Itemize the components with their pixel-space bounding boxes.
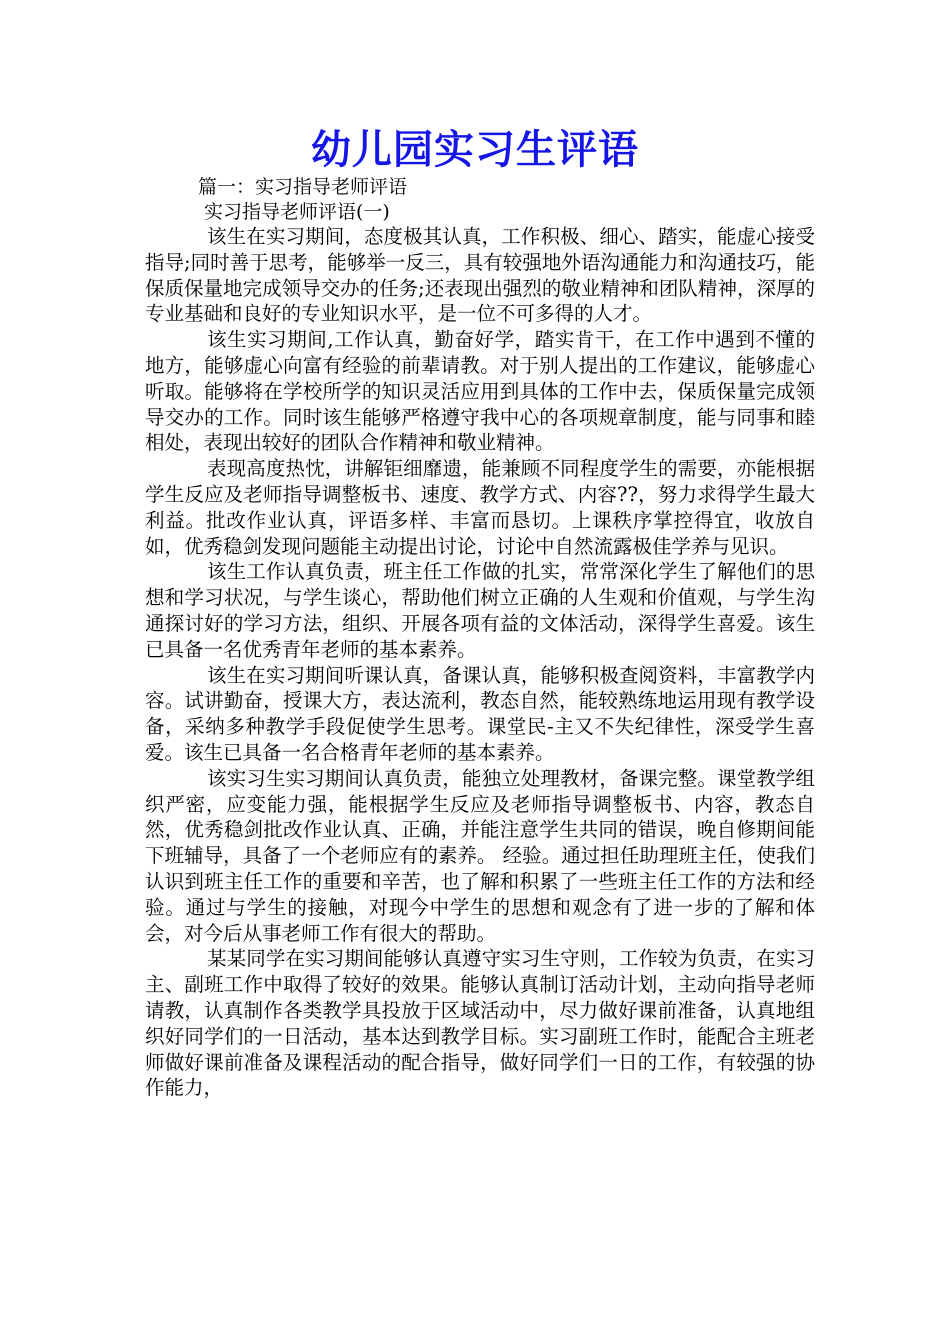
paragraph-5: 该生在实习期间听课认真，备课认真，能够积极查阅资料，丰富教学内容。试讲勤奋，授课大方，表达流利，教态自然，能较熟练地运用现有教学设备，采纳多种教学手段促使学生思考。课堂民-主又不失纪律性，深受学生喜爱。该生已具备一名合格青年老师的基本素养。 <box>145 663 815 764</box>
section-heading: 篇一：实习指导老师评语 <box>198 176 408 198</box>
document-title: 幼儿园实习生评语 <box>311 127 639 173</box>
paragraph-7: 某某同学在实习期间能够认真遵守实习生守则，工作较为负责，在实习主、副班工作中取得了较好的效果。能够认真制订活动计划，主动向指导老师请教，认真制作各类教学具投放于区域活动中，尽力做好课前准备，认真地组织好同学们的一日活动，基本达到教学目标。实习副班工作时，能配合主班老师做好课前准备及课程活动的配合指导，做好同学们一日的工作，有较强的协作能力， <box>145 947 815 1100</box>
paragraph-4: 该生工作认真负责，班主任工作做的扎实，常常深化学生了解他们的思想和学习状况，与学生谈心，帮助他们树立正确的人生观和价值观，与学生沟通探讨好的学习方法，组织、开展各项有益的文体活动，深得学生喜爱。该生已具备一名优秀青年老师的基本素养。 <box>145 560 815 661</box>
paragraph-1: 该生在实习期间，态度极其认真，工作积极、细心、踏实，能虚心接受指导;同时善于思考，能够举一反三，具有较强地外语沟通能力和沟通技巧，能保质保量地完成领导交办的任务;还表现出强烈的敬业精神和团队精神，深厚的专业基础和良好的专业知识水平，是一位不可多得的人才。 <box>145 225 815 326</box>
document-body <box>145 224 815 1101</box>
paragraph-3: 表现高度热忱，讲解钜细靡遗，能兼顾不同程度学生的需要，亦能根据学生反应及老师指导调整板书、速度、教学方式、内容??，努力求得学生最大利益。批改作业认真，评语多样、丰富而恳切。上课秩序掌控得宜，收放自如，优秀稳剑发现问题能主动提出讨论，讨论中自然流露极佳学养与见识。 <box>145 457 815 558</box>
paragraph-6: 该实习生实习期间认真负责，能独立处理教材，备课完整。课堂教学组织严密，应变能力强，能根据学生反应及老师指导调整板书、内容，教态自然，优秀稳剑批改作业认真、正确，并能注意学生共同的错误，晚自修期间能下班辅导，具备了一个老师应有的素养。 经验。通过担任助理班主任，使我们认识到班主任工作的重要和辛苦，也了解和积累了一些班主任工作的方法和经验。通过与学生的接触，对现今中学生的思想和观念有了进一步的了解和体会，对今后从事老师工作有很大的帮助。 <box>145 766 815 945</box>
sub-heading: 实习指导老师评语(一) <box>204 201 390 223</box>
paragraph-2: 该生实习期间,工作认真，勤奋好学，踏实肯干，在工作中遇到不懂的地方，能够虚心向富有经验的前辈请教。对于别人提出的工作建议，能够虚心听取。能够将在学校所学的知识灵活应用到具体的工作中去，保质保量完成领导交办的工作。同时该生能够严格遵守我中心的各项规章制度，能与同事和睦相处，表现出较好的团队合作精神和敬业精神。 <box>145 328 815 455</box>
